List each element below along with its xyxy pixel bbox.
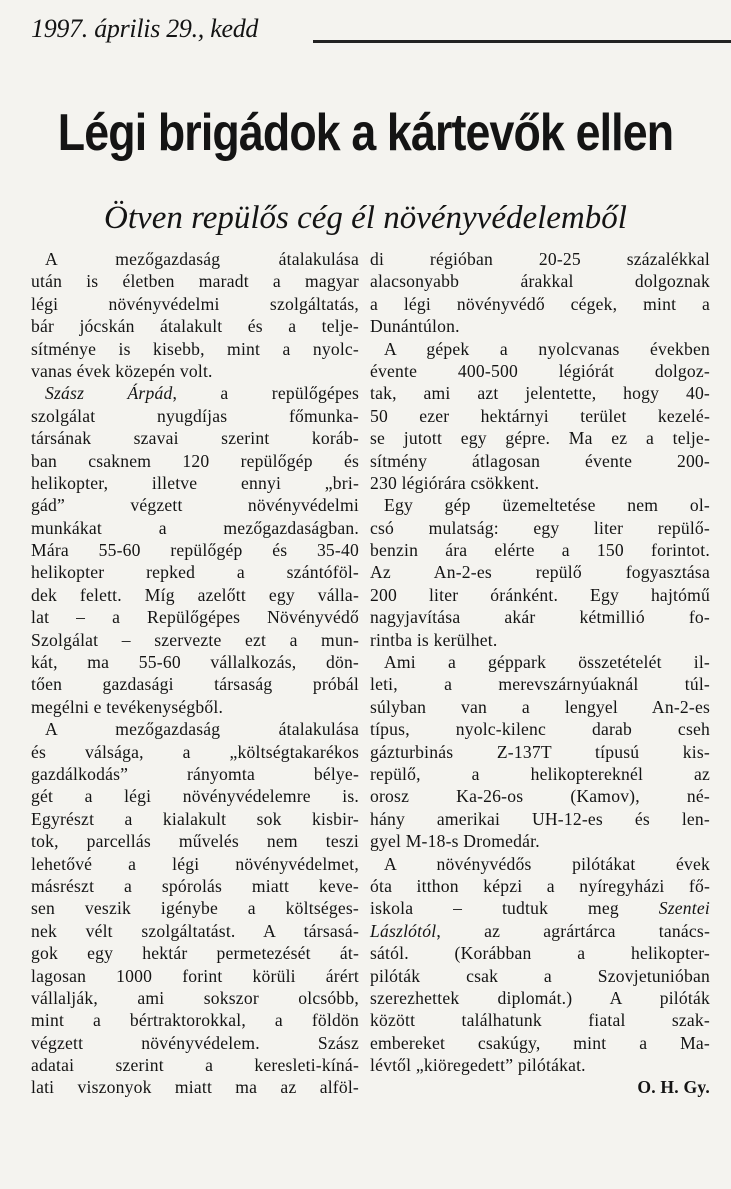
article-line: és válsága, a „költségtakarékos [31,741,359,762]
article-line: munkákat a mezőgazdaságban. [31,517,359,538]
article-line: óta itthon képzi a nyíregyházi fő- [370,875,710,896]
article-line: rintba is kerülhet. [370,629,498,650]
article-line: Az An-2-es repülő fogyasztása [370,562,710,583]
article-line: dek felett. Míg azelőtt egy válla- [31,584,359,605]
article-line: gyel M-18-s Dromedár. [370,831,540,852]
article-line: alacsonyabb árakkal dolgoznak [370,271,710,292]
article-line: nagyjavítása akár kétmillió fo- [370,607,710,628]
article-line: gok egy hektár permetezését át- [31,943,359,964]
article-line: bár jócskán átalakult és a telje- [31,316,359,337]
article-line: 200 liter óránként. Egy hajtómű [370,584,710,605]
article-line: leti, a merevszárnyúaknál túl- [370,674,710,695]
article-line: lati viszonyok miatt ma az alföl- [31,1077,359,1098]
article-line: benzin ára elérte a 150 forintot. [370,540,710,561]
article-line: másrészt a spórolás miatt keve- [31,875,359,896]
article-line: szerezhettek diplomát.) A pilóták [370,987,710,1008]
article-line: orosz Ka-26-os (Kamov), né- [370,786,710,807]
header-rule [313,40,731,43]
article-line: típus, nyolc-kilenc darab cseh [370,719,710,740]
article-line: sen veszik igénybe a költséges- [31,898,359,919]
article-line: vanas évek közepén volt. [31,360,213,381]
article-line: lagosan 1000 forint körüli árért [31,965,359,986]
article-line: Ami a géppark összetételét il- [384,652,710,673]
article-line: adatai szerint a keresleti-kíná- [31,1055,359,1076]
italic-name: Szász Árpád [45,383,173,404]
article-line: gázturbinás Z-137T típusú kis- [370,741,710,762]
article-line: Szolgálat – szervezte ezt a mun- [31,629,359,650]
article-line: Egy gép üzemeltetése nem ol- [384,495,710,516]
article-line: végzett növényvédelem. Szász [31,1032,359,1053]
article-line: Lászlótól, az agrártárca tanács- [370,920,710,941]
italic-name: Szentei [658,898,710,919]
article-line: után is életben maradt a magyar [31,271,359,292]
article-line: tok, parcellás művelés nem teszi [31,831,359,852]
article-line: légi növényvédelmi szolgáltatás, [31,293,359,314]
article-line: tően gazdasági társaság próbál [31,674,359,695]
article-line: vállalják, ami sokszor olcsóbb, [31,987,359,1008]
article-line: között találhatunk fiatal szak- [370,1010,710,1031]
article-line: gét a légi növényvédelemre is. [31,786,359,807]
article-line: lat – a Repülőgépes Növényvédő [31,607,359,628]
article-line: tak, ami azt jelentette, hogy 40- [370,383,710,404]
article-line: helikopter, illetve ennyi „bri- [31,472,359,493]
article-line: 230 légiórára csökkent. [370,472,540,493]
article-line: csó mulatság: egy liter repülő- [370,517,710,538]
article-line: Dunántúlon. [370,316,460,337]
article-line: a légi növényvédő cégek, mint a [370,293,710,314]
article-line: kát, ma 55-60 vállalkozás, dön- [31,652,359,673]
article-line: A mezőgazdaság átalakulása [45,719,359,740]
italic-name: Lászlótól [370,920,437,941]
article-line: gazdálkodás” rányomta bélye- [31,763,359,784]
article-line: nek vélt szolgáltatást. A társasá- [31,920,359,941]
article-line: A mezőgazdaság átalakulása [45,249,359,269]
article-line: társának szavai szerint koráb- [31,428,359,449]
article-line: helikopter repked a szántóföl- [31,562,359,583]
article-line: sától. (Korábban a helikopter- [370,943,710,964]
article-subheadline: Ötven repülős cég él növényvédelemből [104,200,627,236]
article-line: 50 ezer hektárnyi terület kezelé- [370,405,710,426]
article-line: lehetővé a légi növényvédelmet, [31,853,359,874]
article-line: se jutott egy gépre. Ma ez a telje- [370,428,710,449]
article-column-left [31,248,359,1099]
issue-date: 1997. április 29., kedd [31,14,259,43]
article-line: súlyban van a lengyel An-2-es [370,696,710,717]
article-line: évente 400-500 légiórát dolgoz- [370,360,710,381]
article-line: A növényvédős pilótákat évek [384,853,710,874]
article-byline: O. H. Gy. [637,1077,710,1098]
article-column-right [370,248,710,1099]
article-line: sítménye is kisebb, mint a nyolc- [31,338,359,359]
article-line: gád” végzett növényvédelmi [31,495,359,516]
article-line: Mára 55-60 repülőgép és 35-40 [31,540,359,561]
article-line: pilóták csak a Szovjetunióban [370,965,710,986]
article-headline: Légi brigádok a kártevők ellen [57,104,674,162]
article-line: megélni e tevékenységből. [31,696,224,717]
page-header [31,14,731,44]
article-line: di régióban 20-25 százalékkal [370,249,710,269]
article-line: hány amerikai UH-12-es és len- [370,808,710,829]
article-line: repülő, a helikoptereknél az [370,763,710,784]
article-line: iskola – tudtuk meg Szentei [370,898,710,919]
article-line: sítmény átlagosan évente 200- [370,450,710,471]
article-line: A gépek a nyolcvanas években [384,338,710,359]
article-line: embereket csakúgy, mint a Ma- [370,1032,710,1053]
article-line: lévtől „kiöregedett” pilótákat. [370,1055,586,1076]
article-line: szolgálat nyugdíjas főmunka- [31,405,359,426]
article-line: Egyrészt a kialakult sok kisbir- [31,808,359,829]
article-line: mint a bértraktorokkal, a földön [31,1010,359,1031]
article-line: ban csaknem 120 repülőgép és [31,450,359,471]
article-line: Szász Árpád, a repülőgépes [45,383,360,404]
